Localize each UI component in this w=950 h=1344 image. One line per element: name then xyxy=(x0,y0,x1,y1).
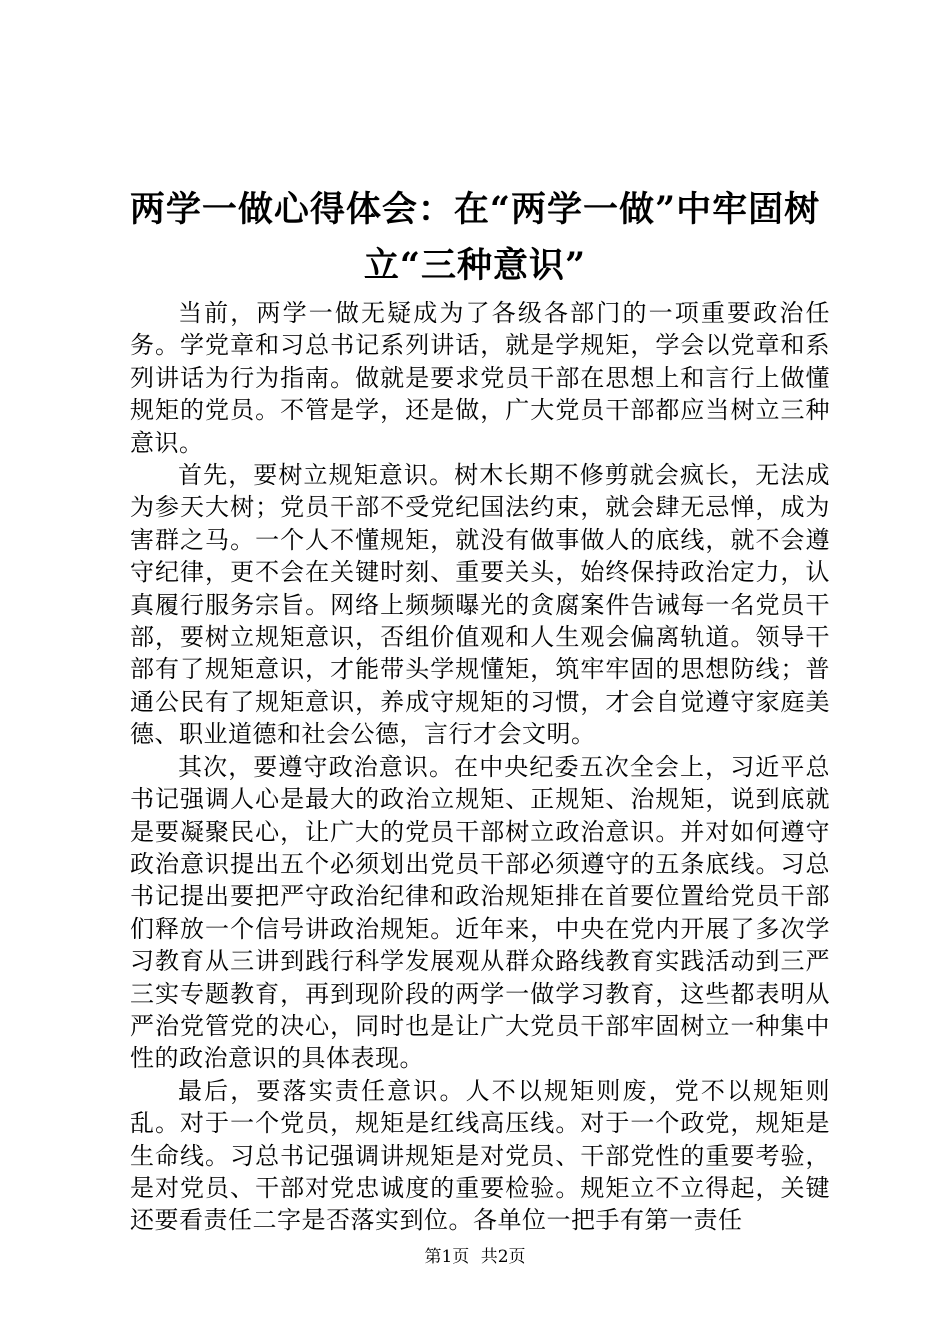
page-total: 共2页 xyxy=(480,1247,526,1267)
paragraph-rules-awareness: 首先，要树立规矩意识。树木长期不修剪就会疯长，无法成为参天大树；党员干部不受党纪国法约束，就会肆无忌惮，成为害群之马。一个人不懂规矩，就没有做事做人的底线，就不会遵守纪律，更不会在关键时刻、重要关头，始终保持政治定力，认真履行服务宗旨。网络上频频曝光的贪腐案件告诫每一名党员干部，要树立规矩意识，否组价值观和人生观会偏离轨道。领导干部有了规矩意识，才能带头学规懂矩，筑牢牢固的思想防线；普通公民有了规矩意识，养成守规矩的习惯，才会自觉遵守家庭美德、职业道德和社会公德，言行才会文明。 xyxy=(130,461,830,749)
paragraph-intro: 当前，两学一做无疑成为了各级各部门的一项重要政治任务。学党章和习总书记系列讲话，就是学规矩，学会以党章和系列讲话为行为指南。做就是要求党员干部在思想上和言行上做懂规矩的党员。不管是学，还是做，广大党员干部都应当树立三种意识。 xyxy=(130,299,830,457)
document-body xyxy=(130,297,830,1237)
page-footer xyxy=(0,1246,950,1268)
document-title: 两学一做心得体会：在“两学一做”中牢固树立“三种意识” xyxy=(129,189,821,286)
paragraph-responsibility-awareness: 最后，要落实责任意识。人不以规矩则废，党不以规矩则乱。对于一个党员，规矩是红线高压线。对于一个政党，规矩是生命线。习总书记强调讲规矩是对党员、干部党性的重要考验，是对党员、干部对党忠诚度的重要检验。规矩立不立得起，关键还要看责任二字是否落实到位。各单位一把手有第一责任 xyxy=(130,1076,830,1235)
paragraph-political-awareness: 其次，要遵守政治意识。在中央纪委五次全会上，习近平总书记强调人心是最大的政治立规矩、正规矩、治规矩，说到底就是要凝聚民心，让广大的党员干部树立政治意识。并对如何遵守政治意识提出五个必须划出党员干部必须遵守的五条底线。习总书记提出要把严守政治纪律和政治规矩排在首要位置给党员干部们释放一个信号讲政治规矩。近年来，中央在党内开展了多次学习教育从三讲到践行科学发展观从群众路线教育实践活动到三严三实专题教育，再到现阶段的两学一做学习教育，这些都表明从严治党管党的决心，同时也是让广大党员干部牢固树立一种集中性的政治意识的具体表现。 xyxy=(130,752,830,1073)
page-number: 第1页 xyxy=(424,1247,470,1267)
